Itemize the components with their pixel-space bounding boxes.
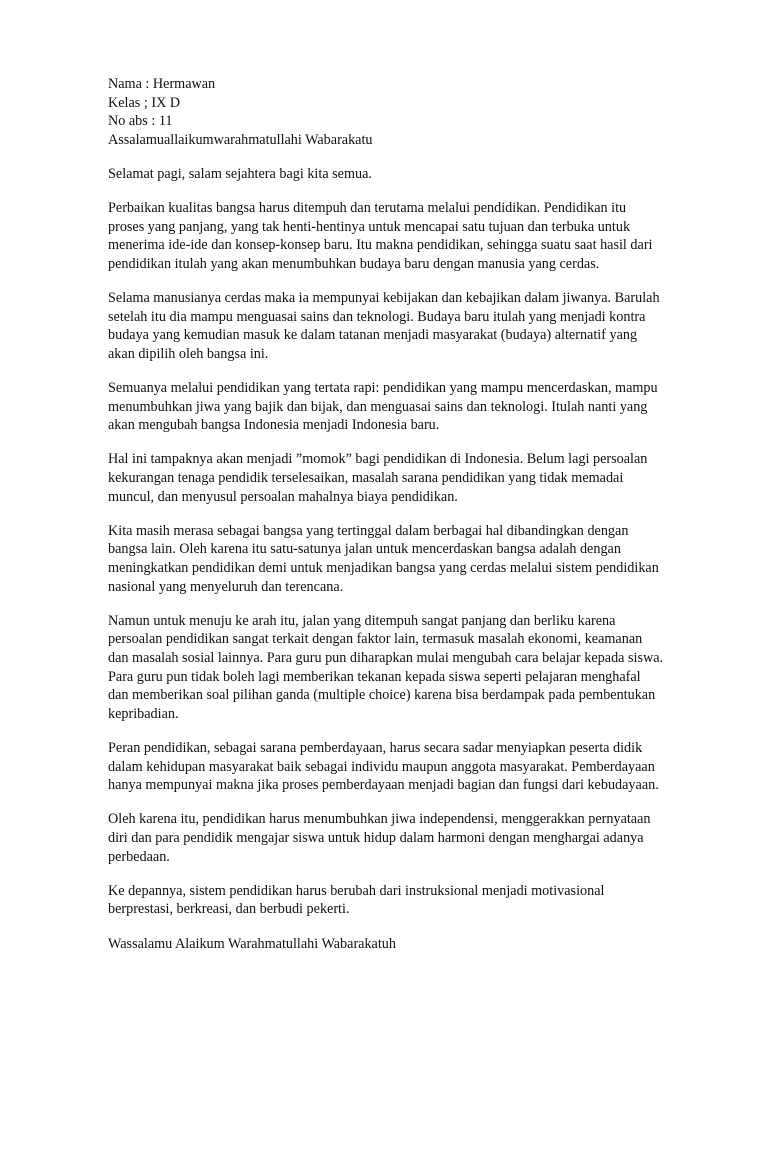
spacer: [108, 596, 703, 612]
paragraph-line: Peran pendidikan, sebagai sarana pemberdayaan, harus secara sadar menyiapkan peserta didik: [108, 739, 643, 756]
essay-paragraphs: [108, 184, 703, 919]
paragraph-line: Para guru pun tidak boleh lagi memberikan tekanan kepada siswa seperti pelajaran menghafal: [108, 668, 641, 685]
paragraph-line: Hal ini tampaknya akan menjadi ”momok” bagi pendidikan di Indonesia. Belum lagi persoalan: [108, 451, 648, 468]
paragraph-line: budaya yang kemudian masuk ke dalam tatanan menjadi masyarakat (budaya) alternatif yang: [108, 327, 638, 344]
paragraph-line: pendidikan itulah yang akan menumbuhkan budaya baru dengan manusia yang cerdas.: [108, 255, 600, 272]
essay-paragraph: [108, 810, 703, 866]
student-name: Nama : Hermawan: [108, 76, 216, 92]
paragraph-line: nasional yang menyeluruh dan terencana.: [108, 578, 344, 595]
student-number: No abs : 11: [108, 113, 173, 130]
paragraph-line: Kita masih merasa sebagai bangsa yang tertinggal dalam berbagai hal dibandingkan dengan: [108, 522, 629, 539]
paragraph-line: dalam kehidupan masyarakat baik sebagai individu maupun anggota masyarakat. Pemberdayaan: [108, 758, 655, 775]
essay-paragraph: [108, 882, 703, 919]
greeting: Selamat pagi, salam sejahtera bagi kita semua.: [108, 165, 372, 182]
paragraph-line: muncul, dan menyusul persoalan mahalnya biaya pendidikan.: [108, 488, 458, 505]
paragraph-line: kekurangan tenaga pendidik terselesaikan, masalah sarana pendidikan yang tidak memadai: [108, 470, 624, 487]
paragraph-line: akan dipilih oleh bangsa ini.: [108, 345, 269, 362]
essay-paragraph: [108, 739, 703, 795]
spacer: [108, 149, 703, 165]
paragraph-line: persoalan pendidikan sangat terkait dengan faktor lain, termasuk masalah ekonomi, keamanan: [108, 631, 643, 648]
essay-paragraph: [108, 199, 703, 273]
opening-salutation: Assalamuallaikumwarahmatullahi Wabarakatu: [108, 131, 373, 148]
spacer: [108, 795, 703, 811]
paragraph-line: akan mengubah bangsa Indonesia menjadi Indonesia baru.: [108, 417, 440, 434]
spacer: [108, 506, 703, 522]
paragraph-line: meningkatkan pendidikan demi untuk menjadikan bangsa yang cerdas melalui sistem pendidikan: [108, 560, 659, 577]
paragraph-line: perbedaan.: [108, 848, 170, 865]
paragraph-line: diri dan para pendidik mengajar siswa untuk hidup dalam harmoni dengan menghargai adanya: [108, 829, 644, 846]
spacer: [108, 919, 703, 935]
student-class: Kelas ; IX D: [108, 94, 181, 111]
paragraph-line: Namun untuk menuju ke arah itu, jalan yang ditempuh sangat panjang dan berliku karena: [108, 612, 616, 629]
essay-paragraph: [108, 522, 703, 596]
essay-paragraph: [108, 289, 703, 363]
paragraph-line: Ke depannya, sistem pendidikan harus berubah dari instruksional menjadi motivasional: [108, 882, 605, 899]
paragraph-line: setelah itu dia mampu menguasai sains dan teknologi. Budaya baru itulah yang menjadi kontra: [108, 308, 646, 325]
paragraph-line: berprestasi, berkreasi, dan berbudi pekerti.: [108, 901, 350, 918]
paragraph-line: dan memberikan soal pilihan ganda (multiple choice) karena bisa berdampak pada pembentukan: [108, 687, 656, 704]
paragraph-line: menerima ide-ide dan konsep-konsep baru. Itu makna pendidikan, sehingga suatu saat hasil dari: [108, 237, 653, 254]
essay-paragraph: [108, 450, 703, 506]
spacer: [108, 364, 703, 380]
paragraph-line: menumbuhkan jiwa yang bajik dan bijak, dan menguasai sains dan teknologi. Itulah nanti yang: [108, 398, 648, 415]
paragraph-line: dan masalah sosial lainnya. Para guru pun diharapkan mulai mengubah cara belajar kepada siswa.: [108, 650, 664, 666]
spacer: [108, 723, 703, 739]
paragraph-line: Selama manusianya cerdas maka ia mempunyai kebijakan dan kebajikan dalam jiwanya. Barulah: [108, 290, 660, 307]
document-body: [108, 75, 703, 953]
paragraph-line: proses yang panjang, yang tak henti-hentinya untuk mencapai satu tujuan dan terbuka untuk: [108, 218, 631, 235]
spacer: [108, 274, 703, 290]
closing-salutation: Wassalamu Alaikum Warahmatullahi Wabarakatuh: [108, 935, 396, 952]
paragraph-line: bangsa lain. Oleh karena itu satu-satunya jalan untuk mencerdaskan bangsa adalah dengan: [108, 541, 621, 558]
paragraph-line: Oleh karena itu, pendidikan harus menumbuhkan jiwa independensi, menggerakkan pernyataan: [108, 811, 651, 828]
paragraph-line: Perbaikan kualitas bangsa harus ditempuh dan terutama melalui pendidikan. Pendidikan itu: [108, 200, 627, 217]
paragraph-line: kepribadian.: [108, 705, 179, 722]
paragraph-line: hanya mempunyai makna jika proses pemberdayaan menjadi bagian dan fungsi dari kebudayaan.: [108, 777, 659, 794]
spacer: [108, 435, 703, 451]
spacer: [108, 184, 703, 200]
essay-paragraph: [108, 612, 703, 724]
essay-paragraph: [108, 379, 703, 435]
paragraph-line: Semuanya melalui pendidikan yang tertata rapi: pendidikan yang mampu mencerdaskan, mampu: [108, 380, 658, 397]
spacer: [108, 866, 703, 882]
